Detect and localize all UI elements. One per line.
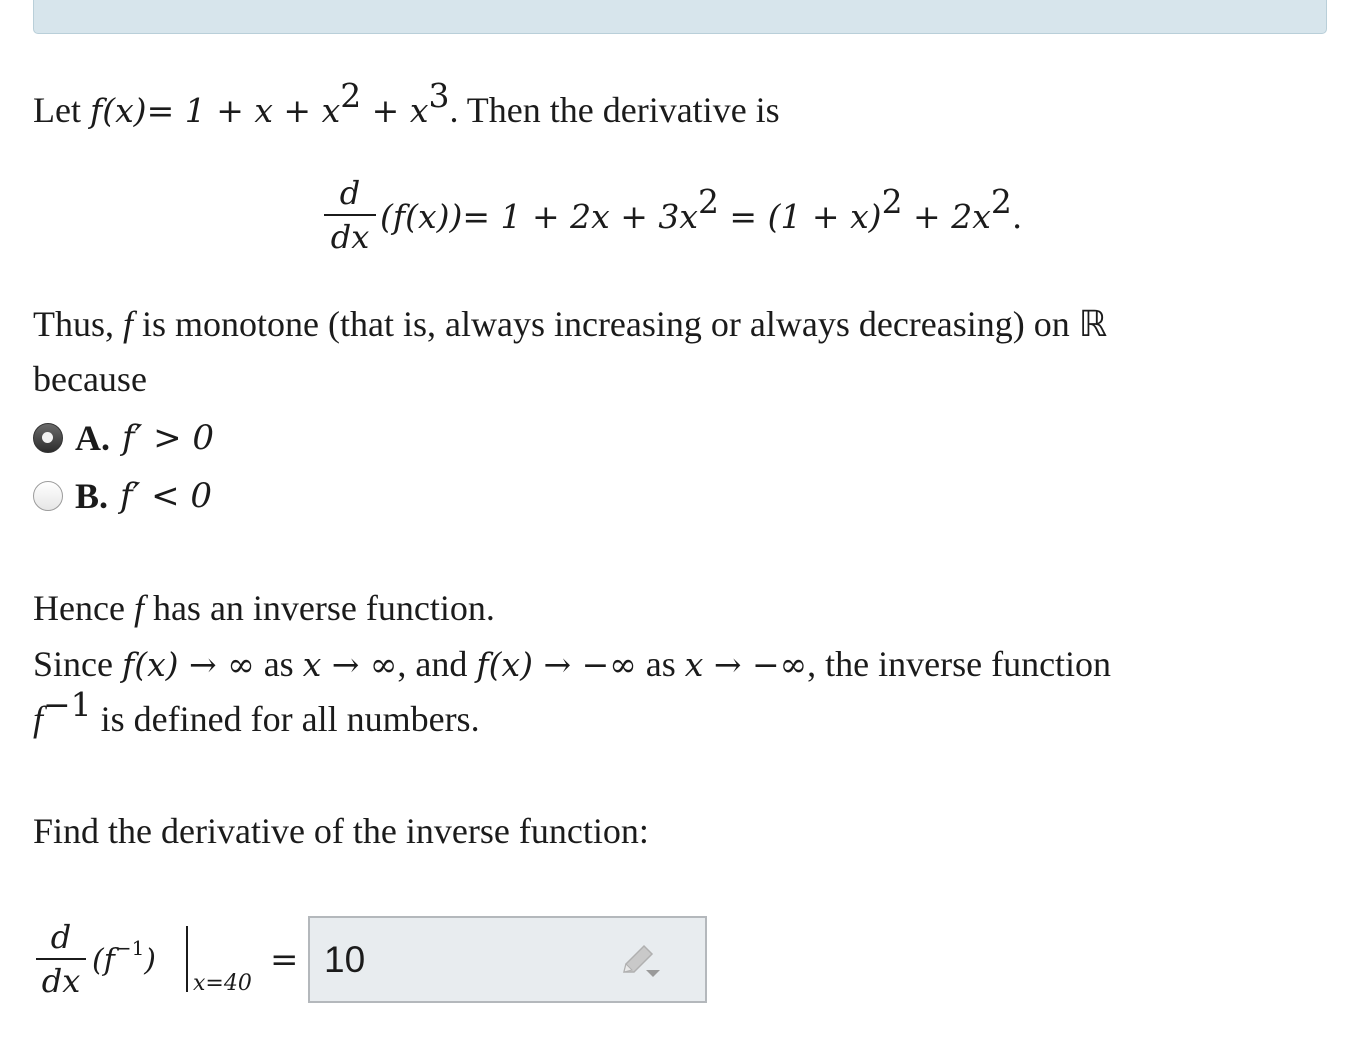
eval-bar — [186, 926, 188, 992]
option-b-letter: B. — [75, 476, 109, 516]
option-a-letter: A. — [75, 418, 110, 458]
final-arg — [92, 936, 156, 983]
intro-let: Let — [33, 90, 81, 130]
deriv-rhs-a: = 1 + 2x + 3x — [462, 197, 698, 236]
since-x2: x → −∞ — [684, 645, 808, 684]
monotone-line-1 — [33, 302, 1107, 346]
deriv-rhs-c-sup: 2 — [990, 182, 1012, 221]
defined-line — [33, 685, 480, 741]
derivative-fraction — [324, 174, 376, 256]
deriv-lhs: (f(x)) — [380, 197, 463, 236]
defined-text: is defined for all numbers. — [91, 699, 480, 739]
intro-sq: 2 — [340, 76, 362, 115]
intro-line — [33, 76, 780, 133]
deriv-rhs-b-sup: 2 — [881, 182, 903, 221]
since-as1: as — [254, 644, 303, 684]
derivative-equation — [380, 182, 1023, 239]
final-arg-close: ) — [144, 943, 157, 978]
intro-cube: 3 — [428, 76, 450, 115]
monotone-b: is monotone (that is, always increasing or always decreasing) on — [133, 304, 1079, 344]
since-fx2: f(x) → −∞ — [476, 645, 637, 684]
deriv-end: . — [1011, 197, 1023, 236]
final-arg-open: (f — [92, 943, 115, 978]
top-info-bar — [33, 0, 1327, 34]
hence-a: Hence — [33, 588, 134, 628]
fraction-den: dx — [330, 218, 370, 256]
option-b-radio[interactable] — [33, 481, 63, 511]
finv-f: f — [33, 699, 44, 739]
option-a-expr: f′ > 0 — [122, 418, 215, 458]
find-prompt: Find the derivative of the inverse function: — [33, 811, 649, 851]
intro-eq: = 1 + x + x — [146, 91, 341, 130]
intro-then: . Then the derivative is — [449, 90, 780, 130]
answer-box[interactable] — [308, 916, 707, 1003]
monotone-line-2: because — [33, 359, 147, 399]
since-x1: x → ∞ — [302, 645, 398, 684]
since-as2: as — [636, 644, 685, 684]
final-fraction — [36, 918, 86, 1000]
deriv-rhs-a-sup: 2 — [697, 182, 719, 221]
fraction-num: d — [339, 174, 361, 212]
pencil-icon[interactable] — [618, 942, 664, 982]
reals-symbol: ℝ — [1078, 304, 1108, 344]
final-num: d — [50, 918, 72, 956]
option-a-radio[interactable] — [33, 423, 63, 453]
final-den: dx — [41, 962, 81, 1000]
eval-point: x=40 — [193, 971, 252, 996]
deriv-rhs-b: = (1 + x) — [718, 197, 882, 236]
finv-sup: −1 — [43, 685, 92, 724]
option-b-expr: f′ < 0 — [120, 476, 213, 516]
answer-input[interactable] — [324, 932, 604, 988]
since-and: , and — [397, 644, 477, 684]
option-b-row[interactable] — [33, 472, 212, 520]
deriv-rhs-c: + 2x — [902, 197, 991, 236]
fraction-bar — [324, 214, 376, 216]
since-fx: f(x) → ∞ — [121, 645, 255, 684]
hence-line — [33, 586, 495, 630]
final-bar — [36, 958, 86, 960]
intro-fx: f(x) — [89, 91, 147, 130]
since-a: Since — [33, 644, 122, 684]
hence-b: has an inverse function. — [143, 588, 495, 628]
intro-plus: + x — [361, 91, 429, 130]
final-arg-sup: −1 — [114, 936, 145, 960]
option-a-row[interactable] — [33, 414, 214, 462]
monotone-a: Thus, — [33, 304, 123, 344]
since-tail: , the inverse function — [807, 644, 1112, 684]
monotone-f: f — [123, 304, 134, 344]
since-line — [33, 642, 1111, 687]
final-equals: = — [270, 940, 299, 980]
hence-f: f — [133, 588, 144, 628]
